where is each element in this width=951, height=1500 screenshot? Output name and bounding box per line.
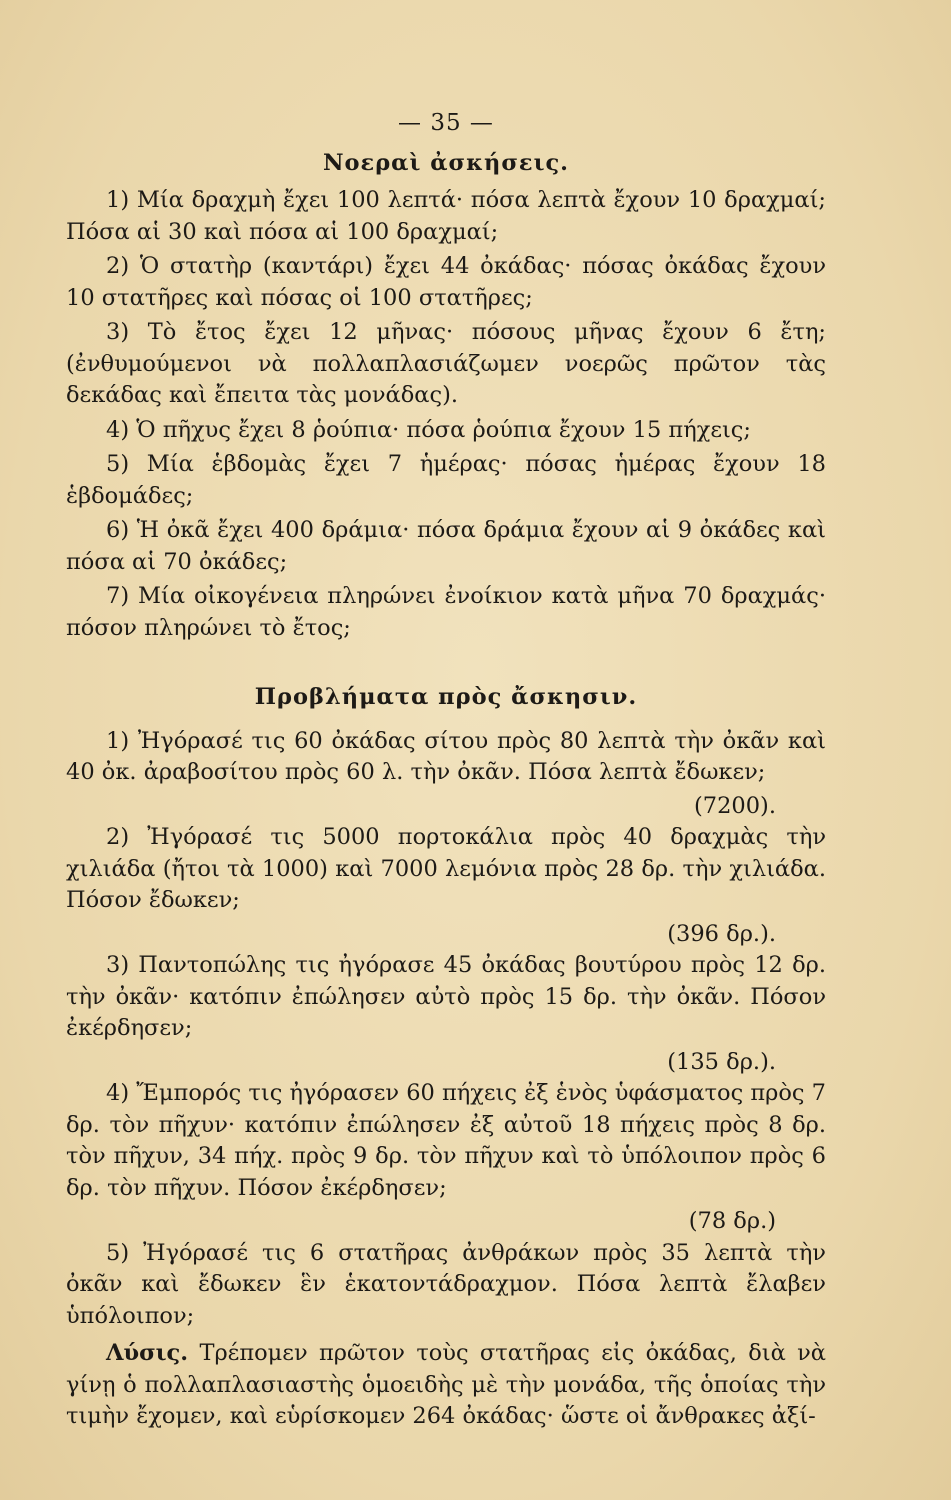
problem-item: 2) Ἠγόρασέ τις 5000 πορτοκάλια πρὸς 40 δραχμὰς τὴν χιλιάδα (ἤτοι τὰ 1000) καὶ 7000 λεμόνια πρὸς 28 δρ. τὴν χιλιάδα. Πόσον ἔδωκεν; <box>66 824 826 913</box>
problem-item: 1) Ἠγόρασέ τις 60 ὀκάδας σίτου πρὸς 80 λεπτὰ τὴν ὀκᾶν καὶ 40 ὀκ. ἀραβοσίτου πρὸς 60 λ. τὴν ὀκᾶν. Πόσα λεπτὰ ἔδωκεν; <box>66 727 826 785</box>
exercise-item: 5) Μία ἑβδομὰς ἔχει 7 ἡμέρας· πόσας ἡμέρας ἔχουν 18 ἑβδομάδες; <box>66 451 826 509</box>
section-title-problems: Προβλήματα πρὸς ἄσκησιν. <box>254 684 638 710</box>
exercise-item: 1) Μία δραχμὴ ἔχει 100 λεπτά· πόσα λεπτὰ ἔχουν 10 δραχμαί; Πόσα αἱ 30 καὶ πόσα αἱ 100 δραχμαί; <box>66 187 826 245</box>
problem-item: 4) Ἔμπορός τις ἠγόρασεν 60 πήχεις ἐξ ἑνὸς ὑφάσματος πρὸς 7 δρ. τὸν πῆχυν· κατόπιν ἐπώλησεν ἐξ αὐτοῦ 18 πήχεις πρὸς 8 δρ. τὸν πῆχυν, 34 πήχ. πρὸς 9 δρ. τὸν πῆχυν καὶ τὸ ὑπόλοιπον πρὸς 6 δρ. τὸν πῆχυν. Πόσον ἐκέρδησεν; <box>66 1080 826 1201</box>
solution-label: Λύσις. <box>106 1340 189 1366</box>
solution-text: Τρέπομεν πρῶτον τοὺς στατῆρας εἰς ὀκάδας, διὰ νὰ γίνῃ ὁ πολλαπλασιαστὴς ὁμοειδὴς μὲ τὴν μονάδα, τῆς ὁποίας τὴν τιμὴν ἔχομεν, καὶ εὑρίσκομεν 264 ὀκάδας· ὥστε οἱ ἄνθρακες ἀξί- <box>66 1340 826 1429</box>
section-title-mental-exercises: Νοεραὶ ἀσκήσεις. <box>322 149 570 176</box>
exercise-item: 4) Ὁ πῆχυς ἔχει 8 ῥούπια· πόσα ῥούπια ἔχουν 15 πήχεις; <box>106 416 751 443</box>
solution-paragraph <box>66 1338 826 1433</box>
exercise-item: 7) Μία οἰκογένεια πληρώνει ἐνοίκιον κατὰ μῆνα 70 δραχμάς· πόσον πληρώνει τὸ ἔτος; <box>66 583 826 641</box>
problem-answer: (135 δρ.). <box>667 1048 776 1075</box>
exercise-item: 3) Τὸ ἔτος ἔχει 12 μῆνας· πόσους μῆνας ἔχουν 6 ἔτη; (ἐνθυμούμενοι νὰ πολλαπλασιάζωμεν νοερῶς πρῶτον τὰς δεκάδας καὶ ἔπειτα τὰς μονάδας). <box>66 319 826 408</box>
page-number: — 35 — <box>398 110 494 136</box>
problem-item: 3) Παντοπώλης τις ἠγόρασε 45 ὀκάδας βουτύρου πρὸς 12 δρ. τὴν ὀκᾶν· κατόπιν ἐπώλησεν αὐτὸ πρὸς 15 δρ. τὴν ὀκᾶν. Πόσον ἐκέρδησεν; <box>66 952 826 1041</box>
exercise-item: 6) Ἡ ὀκᾶ ἔχει 400 δράμια· πόσα δράμια ἔχουν αἱ 9 ὀκάδες καὶ πόσα αἱ 70 ὀκάδες; <box>66 517 826 575</box>
problem-answer: (78 δρ.) <box>688 1208 776 1234</box>
problem-answer: (396 δρ.). <box>667 920 776 947</box>
page-text <box>66 108 826 1436</box>
exercise-item: 2) Ὁ στατὴρ (καντάρι) ἔχει 44 ὀκάδας· πόσας ὀκάδας ἔχουν 10 στατῆρες καὶ πόσας οἱ 100 στατῆρες; <box>66 253 826 311</box>
problem-answer: (7200). <box>694 792 776 819</box>
problem-item: 5) Ἠγόρασέ τις 6 στατῆρας ἀνθράκων πρὸς 35 λεπτὰ τὴν ὀκᾶν καὶ ἔδωκεν ἓν ἑκατοντάδραχμον. Πόσα λεπτὰ ἔλαβεν ὑπόλοιπον; <box>66 1239 826 1329</box>
